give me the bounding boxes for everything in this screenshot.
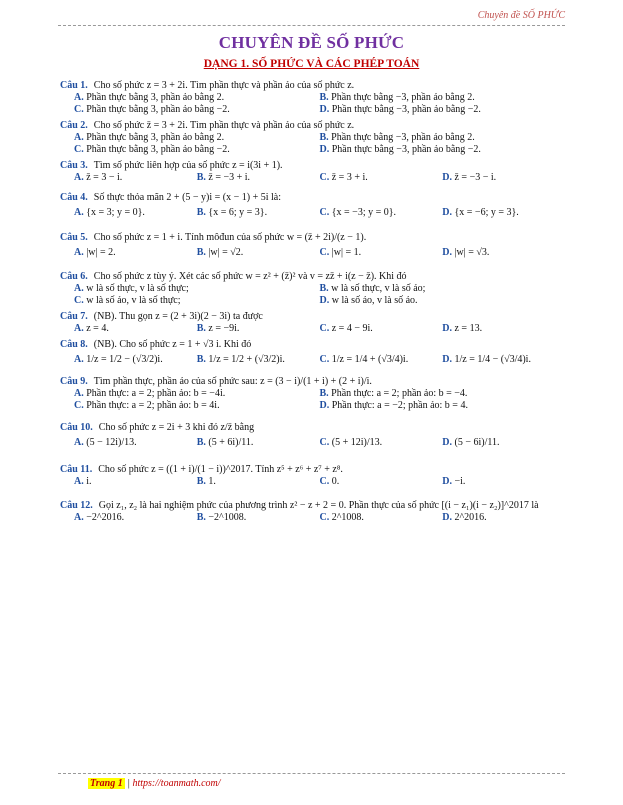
option-text: 0.	[331, 476, 340, 487]
answer-option-a[interactable]	[74, 204, 197, 222]
question-stem	[60, 311, 565, 323]
option-text: 1/z = 1/4 − (√3/4)i.	[454, 354, 531, 365]
option-text: w là số ảo, v là số thực;	[86, 295, 181, 306]
answer-option-a[interactable]	[74, 323, 197, 335]
option-letter: D.	[442, 323, 455, 334]
option-text: z = 4 − 9i.	[331, 323, 373, 334]
answer-option-b[interactable]	[197, 476, 320, 488]
option-text: z = −9i.	[208, 323, 240, 334]
answer-option-b[interactable]	[320, 388, 566, 400]
option-text: Phần thực bằng 3, phần ảo bằng −2.	[86, 144, 230, 155]
question-text: (NB). Thu gọn z = (2 + 3i)(2 − 3i) ta được	[93, 311, 263, 322]
option-letter: D.	[442, 354, 455, 365]
answer-option-c[interactable]	[320, 323, 443, 335]
option-text: w là số thực, v là số ảo;	[331, 283, 426, 294]
option-text: Phần thực bằng 3, phần ảo bằng 2.	[86, 132, 225, 143]
question-text: Tìm phần thực, phần ảo của số phức sau: z = (3 − i)/(1 + i) + (2 + i)/i.	[93, 376, 372, 387]
answer-option-a[interactable]	[74, 244, 197, 262]
question-stem	[60, 271, 565, 283]
answer-option-a[interactable]	[74, 476, 197, 488]
option-letter: B.	[319, 92, 332, 103]
page-footer	[88, 778, 221, 789]
answer-option-c[interactable]	[320, 512, 443, 524]
option-letter: A.	[74, 512, 87, 523]
answer-option-b[interactable]	[320, 132, 566, 144]
question-number: Câu 2.	[60, 120, 88, 131]
answer-option-b[interactable]	[197, 204, 320, 222]
option-letter: C.	[319, 323, 332, 334]
question-number: Câu 6.	[60, 271, 88, 282]
running-header: Chuyên đề SỐ PHỨC	[477, 10, 565, 21]
option-letter: B.	[196, 207, 209, 218]
option-letter: B.	[319, 132, 332, 143]
answer-option-b[interactable]	[197, 351, 320, 369]
question-text: Cho số phức z = 3 + 2i. Tìm phần thực và phần ảo của số phức z.	[93, 80, 355, 91]
option-letter: B.	[196, 247, 209, 258]
answer-option-c[interactable]	[74, 144, 320, 156]
option-text: (5 − 12i)/13.	[86, 437, 137, 448]
answer-options	[74, 323, 565, 335]
option-letter: A.	[74, 92, 87, 103]
answer-option-b[interactable]	[320, 92, 566, 104]
question-text: Cho số phức z tùy ý. Xét các số phức w = z² + (z̄)² và v = zz̄ + i(z − z̄). Khi đó	[93, 271, 407, 282]
answer-options	[74, 388, 565, 412]
option-text: −i.	[454, 476, 466, 487]
question-1	[60, 80, 565, 116]
option-letter: C.	[319, 476, 332, 487]
answer-option-a[interactable]	[74, 172, 197, 184]
answer-option-d[interactable]	[442, 172, 565, 184]
question-9	[60, 376, 565, 412]
option-letter: C.	[319, 512, 332, 523]
answer-option-c[interactable]	[320, 434, 443, 452]
option-letter: C.	[74, 104, 87, 115]
answer-option-c[interactable]	[74, 400, 320, 412]
option-letter: C.	[319, 354, 332, 365]
option-text: Phần thực: a = 2; phần ảo: b = 4i.	[86, 400, 220, 411]
option-text: 1/z = 1/4 + (√3/4)i.	[331, 354, 409, 365]
option-letter: D.	[319, 104, 332, 115]
option-text: Phần thực bằng −3, phần ảo bằng −2.	[331, 104, 481, 115]
option-text: |w| = 1.	[331, 247, 362, 258]
footer-separator: |	[127, 778, 130, 789]
answer-options	[74, 172, 565, 184]
question-text: Cho số phức z̄ = 3 + 2i. Tìm phần thực và phần ảo của số phức z.	[93, 120, 355, 131]
answer-option-b[interactable]	[197, 244, 320, 262]
option-text: (5 + 6i)/11.	[208, 437, 254, 448]
option-letter: D.	[442, 512, 455, 523]
option-letter: C.	[319, 172, 332, 183]
question-stem	[60, 464, 565, 476]
option-letter: A.	[74, 283, 87, 294]
option-text: 1/z = 1/2 − (√3/2)i.	[86, 354, 163, 365]
option-letter: C.	[74, 144, 87, 155]
question-stem	[60, 232, 565, 244]
option-letter: C.	[74, 295, 87, 306]
option-text: Phần thực: a = −2; phần ảo: b = 4.	[331, 400, 468, 411]
question-number: Câu 12.	[60, 500, 93, 511]
option-letter: A.	[74, 388, 87, 399]
answer-option-c[interactable]	[320, 244, 443, 262]
option-letter: A.	[74, 247, 87, 258]
option-text: 1/z = 1/2 + (√3/2)i.	[208, 354, 285, 365]
option-letter: D.	[319, 400, 332, 411]
option-text: z̄ = 3 − i.	[86, 172, 123, 183]
option-text: −2^1008.	[208, 512, 247, 523]
answer-option-b[interactable]	[197, 512, 320, 524]
answer-options	[74, 204, 565, 222]
answer-option-d[interactable]	[320, 295, 566, 307]
question-2	[60, 120, 565, 156]
option-text: |w| = √3.	[454, 247, 490, 258]
answer-option-d[interactable]	[442, 204, 565, 222]
answer-options	[74, 132, 565, 156]
option-letter: A.	[74, 323, 87, 334]
answer-option-c[interactable]	[320, 351, 443, 369]
question-text: (NB). Cho số phức z = 1 + √3 i. Khi đó	[93, 339, 252, 350]
answer-options	[74, 283, 565, 307]
question-stem	[60, 339, 565, 351]
option-letter: B.	[196, 172, 209, 183]
question-list	[60, 76, 565, 524]
option-letter: B.	[196, 512, 209, 523]
option-letter: D.	[442, 437, 455, 448]
option-text: −2^2016.	[86, 512, 125, 523]
option-letter: B.	[196, 354, 209, 365]
answer-option-d[interactable]	[320, 104, 566, 116]
answer-option-d[interactable]	[442, 244, 565, 262]
answer-options	[74, 512, 565, 524]
answer-option-c[interactable]	[320, 172, 443, 184]
question-text: Cho số phức z = 1 + i. Tính môđun của số phức w = (z̄ + 2i)/(z − 1).	[93, 232, 367, 243]
question-stem	[60, 192, 565, 204]
option-letter: D.	[319, 295, 332, 306]
option-letter: B.	[196, 476, 209, 487]
question-number: Câu 9.	[60, 376, 88, 387]
option-text: Phần thực bằng −3, phần ảo bằng 2.	[331, 132, 475, 143]
option-text: 2^1008.	[331, 512, 364, 523]
answer-option-b[interactable]	[320, 283, 566, 295]
option-text: w là số ảo, v là số ảo.	[331, 295, 418, 306]
option-letter: B.	[196, 323, 209, 334]
answer-option-a[interactable]	[74, 283, 320, 295]
option-text: w là số thực, v là số thực;	[86, 283, 189, 294]
answer-option-d[interactable]	[442, 512, 565, 524]
question-5	[60, 232, 565, 262]
option-text: {x = −3; y = 0}.	[331, 207, 397, 218]
question-4	[60, 192, 565, 222]
question-10	[60, 422, 565, 452]
question-text: Cho số phức z = 2i + 3 khi đó z/z̄ bằng	[98, 422, 255, 433]
question-8	[60, 339, 565, 369]
option-text: Phần thực: a = 2; phần ảo: b = −4i.	[86, 388, 226, 399]
answer-option-a[interactable]	[74, 92, 320, 104]
option-text: 1.	[208, 476, 216, 487]
question-stem	[60, 160, 565, 172]
question-stem	[60, 500, 565, 512]
question-stem	[60, 80, 565, 92]
question-7	[60, 311, 565, 335]
option-text: z = 13.	[454, 323, 483, 334]
option-letter: A.	[74, 132, 87, 143]
option-text: z̄ = −3 + i.	[208, 172, 251, 183]
question-text: Tìm số phức liên hợp của số phức z = i(3i + 1).	[93, 160, 283, 171]
option-letter: D.	[442, 476, 455, 487]
option-text: 2^2016.	[454, 512, 487, 523]
option-letter: B.	[196, 437, 209, 448]
question-number: Câu 7.	[60, 311, 88, 322]
question-text: Gọi z₁, z₂ là hai nghiệm phức của phương trình z² − z + 2 = 0. Phần thực của số phức [(i − z₁)(i − z₂)]^2017 là	[98, 500, 539, 511]
option-letter: D.	[442, 207, 455, 218]
question-number: Câu 1.	[60, 80, 88, 91]
answer-option-d[interactable]	[442, 434, 565, 452]
question-number: Câu 10.	[60, 422, 93, 433]
answer-option-d[interactable]	[320, 144, 566, 156]
option-letter: A.	[74, 354, 87, 365]
option-letter: D.	[442, 247, 455, 258]
page-number: Trang 1	[90, 778, 123, 789]
question-stem	[60, 376, 565, 388]
answer-options	[74, 244, 565, 262]
option-letter: B.	[319, 388, 332, 399]
document-title: CHUYÊN ĐỀ SỐ PHỨC	[218, 33, 405, 52]
answer-options	[74, 476, 565, 488]
option-letter: C.	[319, 247, 332, 258]
option-text: (5 + 12i)/13.	[331, 437, 383, 448]
question-number: Câu 3.	[60, 160, 88, 171]
answer-options	[74, 92, 565, 116]
option-letter: A.	[74, 476, 87, 487]
section-title: DẠNG 1. SỐ PHỨC VÀ CÁC PHÉP TOÁN	[203, 58, 420, 70]
question-number: Câu 4.	[60, 192, 88, 203]
answer-option-b[interactable]	[197, 323, 320, 335]
question-number: Câu 11.	[60, 464, 93, 475]
option-letter: C.	[319, 437, 332, 448]
question-text: Số thực thỏa mãn 2 + (5 − y)i = (x − 1) + 5i là:	[93, 192, 281, 203]
answer-option-d[interactable]	[442, 351, 565, 369]
answer-option-c[interactable]	[320, 476, 443, 488]
answer-option-a[interactable]	[74, 434, 197, 452]
question-12	[60, 500, 565, 524]
option-letter: C.	[74, 400, 87, 411]
option-letter: A.	[74, 172, 87, 183]
footer-link[interactable]: https://toanmath.com/	[132, 778, 221, 789]
question-6	[60, 271, 565, 307]
question-text: Cho số phức z = ((1 + i)/(1 − i))^2017. Tính z⁵ + z⁶ + z⁷ + z⁸.	[98, 464, 343, 475]
option-text: Phần thực bằng −3, phần ảo bằng −2.	[331, 144, 481, 155]
question-3	[60, 160, 565, 184]
answer-option-c[interactable]	[74, 295, 320, 307]
question-11	[60, 464, 565, 488]
option-text: |w| = 2.	[86, 247, 116, 258]
answer-option-c[interactable]	[320, 204, 443, 222]
option-text: z̄ = −3 − i.	[454, 172, 497, 183]
footer-divider	[58, 773, 565, 774]
answer-option-b[interactable]	[197, 172, 320, 184]
option-text: Phần thực: a = 2; phần ảo: b = −4.	[331, 388, 468, 399]
answer-option-c[interactable]	[74, 104, 320, 116]
answer-option-b[interactable]	[197, 434, 320, 452]
option-letter: A.	[74, 437, 87, 448]
question-stem	[60, 120, 565, 132]
option-letter: A.	[74, 207, 87, 218]
option-letter: C.	[319, 207, 332, 218]
option-text: Phần thực bằng −3, phần ảo bằng 2.	[331, 92, 475, 103]
answer-option-a[interactable]	[74, 351, 197, 369]
question-number: Câu 5.	[60, 232, 88, 243]
option-text: |w| = √2.	[208, 247, 244, 258]
answer-options	[74, 434, 565, 452]
option-letter: D.	[442, 172, 455, 183]
answer-option-a[interactable]	[74, 132, 320, 144]
option-text: (5 − 6i)/11.	[454, 437, 500, 448]
option-letter: B.	[319, 283, 332, 294]
question-number: Câu 8.	[60, 339, 88, 350]
answer-option-d[interactable]	[442, 476, 565, 488]
question-stem	[60, 422, 565, 434]
answer-option-a[interactable]	[74, 388, 320, 400]
option-text: {x = −6; y = 3}.	[454, 207, 519, 218]
option-text: z = 4.	[86, 323, 109, 334]
header-divider	[58, 25, 565, 26]
option-letter: D.	[319, 144, 332, 155]
option-text: z̄ = 3 + i.	[331, 172, 368, 183]
answer-option-d[interactable]	[320, 400, 566, 412]
option-text: i.	[86, 476, 92, 487]
answer-options	[74, 351, 565, 369]
answer-option-a[interactable]	[74, 512, 197, 524]
option-text: {x = 3; y = 0}.	[86, 207, 145, 218]
option-text: {x = 6; y = 3}.	[208, 207, 268, 218]
option-text: Phần thực bằng 3, phần ảo bằng 2.	[86, 92, 225, 103]
answer-option-d[interactable]	[442, 323, 565, 335]
option-text: Phần thực bằng 3, phần ảo bằng −2.	[86, 104, 230, 115]
